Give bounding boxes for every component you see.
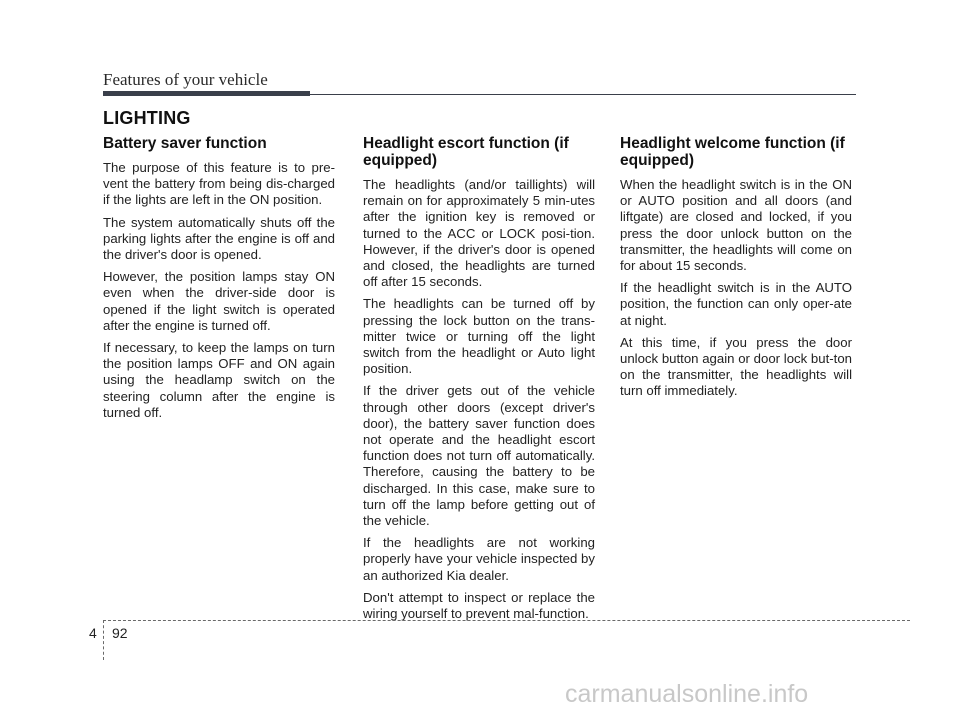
paragraph: If necessary, to keep the lamps on turn the position lamps OFF and ON again using the headlamp switch on the steering column after the engine is turned off. <box>103 340 335 420</box>
heading-headlight-welcome: Headlight welcome function (if equipped) <box>620 135 845 169</box>
page-number: 92 <box>112 625 128 641</box>
header-accent-bar <box>103 91 310 96</box>
paragraph: If the headlight switch is in the AUTO position, the function can only oper-ate at night. <box>620 280 852 328</box>
heading-battery-saver: Battery saver function <box>103 135 267 152</box>
paragraph: The headlights (and/or taillights) will remain on for approximately 5 min-utes after the ignition key is removed or turned to the ACC or LOCK posi-tion. However, if the driver's door is opened and closed, the headlights are turned off after 15 seconds. <box>363 177 595 290</box>
paragraph: When the headlight switch is in the ON or AUTO position and all doors (and liftgate) are closed and locked, if you press the door unlock button on the transmitter, the headlights will come on for about 15 seconds. <box>620 177 852 274</box>
paragraph: At this time, if you press the door unlock button again or door lock but-ton on the transmitter, the headlights will turn off immediately. <box>620 334 852 399</box>
section-title: LIGHTING <box>103 108 191 128</box>
watermark: carmanualsonline.info <box>565 680 809 708</box>
paragraph: If the headlights are not working properly have your vehicle inspected by an authorized Kia dealer. <box>363 535 595 583</box>
footer-dashed-divider <box>103 620 104 660</box>
chapter-number: 4 <box>89 625 97 641</box>
heading-headlight-escort: Headlight escort function (if equipped) <box>363 135 569 169</box>
column-headlight-welcome <box>620 135 852 406</box>
paragraph: The purpose of this feature is to pre-vent the battery from being dis-charged if the lights are left in the ON position. <box>103 160 335 208</box>
paragraph: The system automatically shuts off the parking lights after the engine is off and the driver's door is opened. <box>103 214 335 263</box>
header-rule <box>310 94 856 95</box>
column-headlight-escort <box>363 135 595 628</box>
running-header: Features of your vehicle <box>103 70 268 89</box>
paragraph: However, the position lamps stay ON even when the driver-side door is opened if the light switch is operated after the engine is turned off. <box>103 269 335 333</box>
paragraph: If the driver gets out of the vehicle through other doors (except driver's door), the battery saver function does not operate and the headlight escort function does not turn off automatically. Therefore, causing the battery to be discharged. In this case, make sure to turn off the lamp before getting out of the vehicle. <box>363 383 595 529</box>
paragraph: Don't attempt to inspect or replace the wiring yourself to prevent mal-function. <box>363 589 595 622</box>
column-battery-saver <box>103 135 335 427</box>
paragraph: The headlights can be turned off by pressing the lock button on the trans-mitter twice or turning off the light switch from the headlight or Auto light position. <box>363 296 595 377</box>
footer-dashed-rule <box>103 620 910 621</box>
